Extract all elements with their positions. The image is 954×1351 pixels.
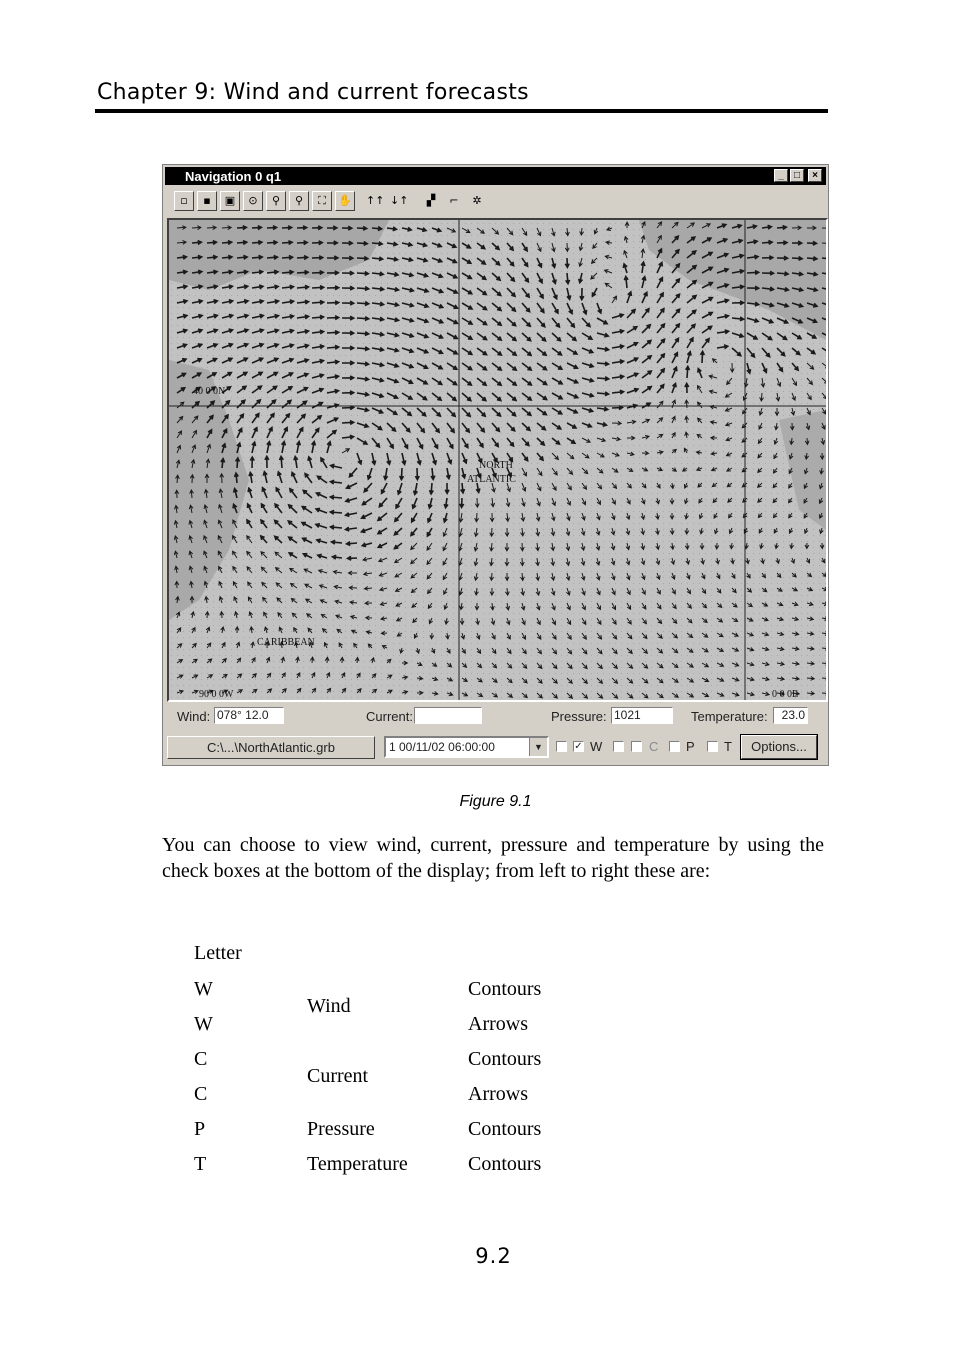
table-row-variable: Temperature	[307, 1153, 408, 1175]
minimize-button[interactable]: _	[774, 169, 788, 182]
step-back-icon[interactable]: ↓↑	[389, 191, 409, 211]
window-titlebar[interactable]	[165, 167, 826, 185]
wind-map[interactable]	[167, 218, 828, 702]
table-group-wind: Wind	[307, 995, 351, 1017]
measure-icon[interactable]: ▞	[421, 191, 441, 211]
table-row-mode: Arrows	[468, 1013, 528, 1035]
temperature-field[interactable]: 23.0	[773, 707, 808, 724]
zoom-window-icon[interactable]: ▫	[174, 191, 194, 211]
current-letter: C	[649, 739, 659, 754]
longitude-left-label: 90 0 0W	[199, 689, 234, 700]
table-row-letter: T	[194, 1153, 207, 1175]
status-row	[163, 705, 828, 729]
table-group-current: Current	[307, 1065, 369, 1087]
temperature-checkbox[interactable]	[707, 741, 718, 752]
current-label: Current:	[366, 709, 413, 724]
wind-contours-checkbox[interactable]	[556, 741, 567, 752]
region-label-caribbean: CARIBBEAN	[257, 637, 315, 648]
pressure-field[interactable]: 1021	[611, 707, 673, 724]
longitude-right-label: 0 0 0E	[772, 689, 799, 700]
compass-icon[interactable]: ✲	[467, 191, 487, 211]
close-button[interactable]: ×	[808, 169, 822, 182]
wind-arrows-checkbox[interactable]: ✓	[574, 741, 583, 752]
maximize-button[interactable]: □	[790, 169, 804, 182]
date-value: 1 00/11/02 06:00:00	[389, 740, 495, 754]
temperature-label: Temperature:	[691, 709, 768, 724]
region-label-atlantic: ATLANTIC	[467, 474, 516, 485]
pressure-label: Pressure:	[551, 709, 607, 724]
wind-field[interactable]: 078° 12.0	[214, 707, 284, 724]
pressure-checkbox[interactable]	[669, 741, 680, 752]
table-row-mode: Contours	[468, 1048, 542, 1070]
navigation-window	[162, 164, 829, 766]
table-row-letter: C	[194, 1048, 208, 1070]
wind-letter: W	[590, 739, 603, 754]
wind-arrow-field	[169, 220, 826, 700]
fit-view-icon[interactable]: ⛶	[312, 191, 332, 211]
table-row-letter: W	[194, 978, 213, 1000]
table-header-letter: Letter	[194, 942, 242, 964]
page-number: 9.2	[475, 1244, 512, 1268]
wind-label: Wind:	[177, 709, 211, 724]
table-row-mode: Contours	[468, 978, 542, 1000]
region-label-north: NORTH	[479, 460, 513, 471]
table-row-variable: Pressure	[307, 1118, 375, 1140]
header-rule	[95, 109, 828, 113]
table-row-mode: Contours	[468, 1118, 542, 1140]
latitude-label: 40 0 0N	[193, 386, 226, 397]
body-paragraph: You can choose to view wind, current, pressure and temperature by using the check boxes at the bottom of the display; from left to right these are:	[162, 834, 824, 882]
bottom-row	[163, 734, 828, 762]
temperature-letter: T	[724, 739, 732, 754]
chevron-down-icon[interactable]: ▼	[529, 738, 547, 756]
table-row-mode: Arrows	[468, 1083, 528, 1105]
pressure-letter: P	[686, 739, 695, 754]
table-row-letter: P	[194, 1118, 206, 1140]
options-button[interactable]: Options...	[741, 735, 817, 759]
pan-hand-icon[interactable]: ✋	[335, 191, 355, 211]
step-forward-icon[interactable]: ↑↑	[365, 191, 385, 211]
current-field[interactable]	[414, 707, 482, 724]
figure-caption: Figure 9.1	[459, 793, 532, 810]
zoom-out-area-icon[interactable]: ▣	[220, 191, 240, 211]
table-row-letter: C	[194, 1083, 208, 1105]
file-button[interactable]: C:\...\NorthAtlantic.grb	[167, 736, 375, 759]
toolbar	[169, 191, 819, 213]
current-arrows-checkbox[interactable]	[631, 741, 642, 752]
current-contours-checkbox[interactable]	[613, 741, 624, 752]
table-row-letter: W	[194, 1013, 213, 1035]
zoom-in-area-icon[interactable]: ▪	[197, 191, 217, 211]
table-row-mode: Contours	[468, 1153, 542, 1175]
magnify-in-icon[interactable]: ⚲	[266, 191, 286, 211]
magnify-out-icon[interactable]: ⚲	[289, 191, 309, 211]
chapter-header: Chapter 9: Wind and current forecasts	[97, 80, 529, 105]
window-title: Navigation 0 q1	[185, 169, 282, 184]
date-select[interactable]	[384, 736, 549, 758]
route-icon[interactable]: ⌐	[444, 191, 464, 211]
center-icon[interactable]: ⊙	[243, 191, 263, 211]
